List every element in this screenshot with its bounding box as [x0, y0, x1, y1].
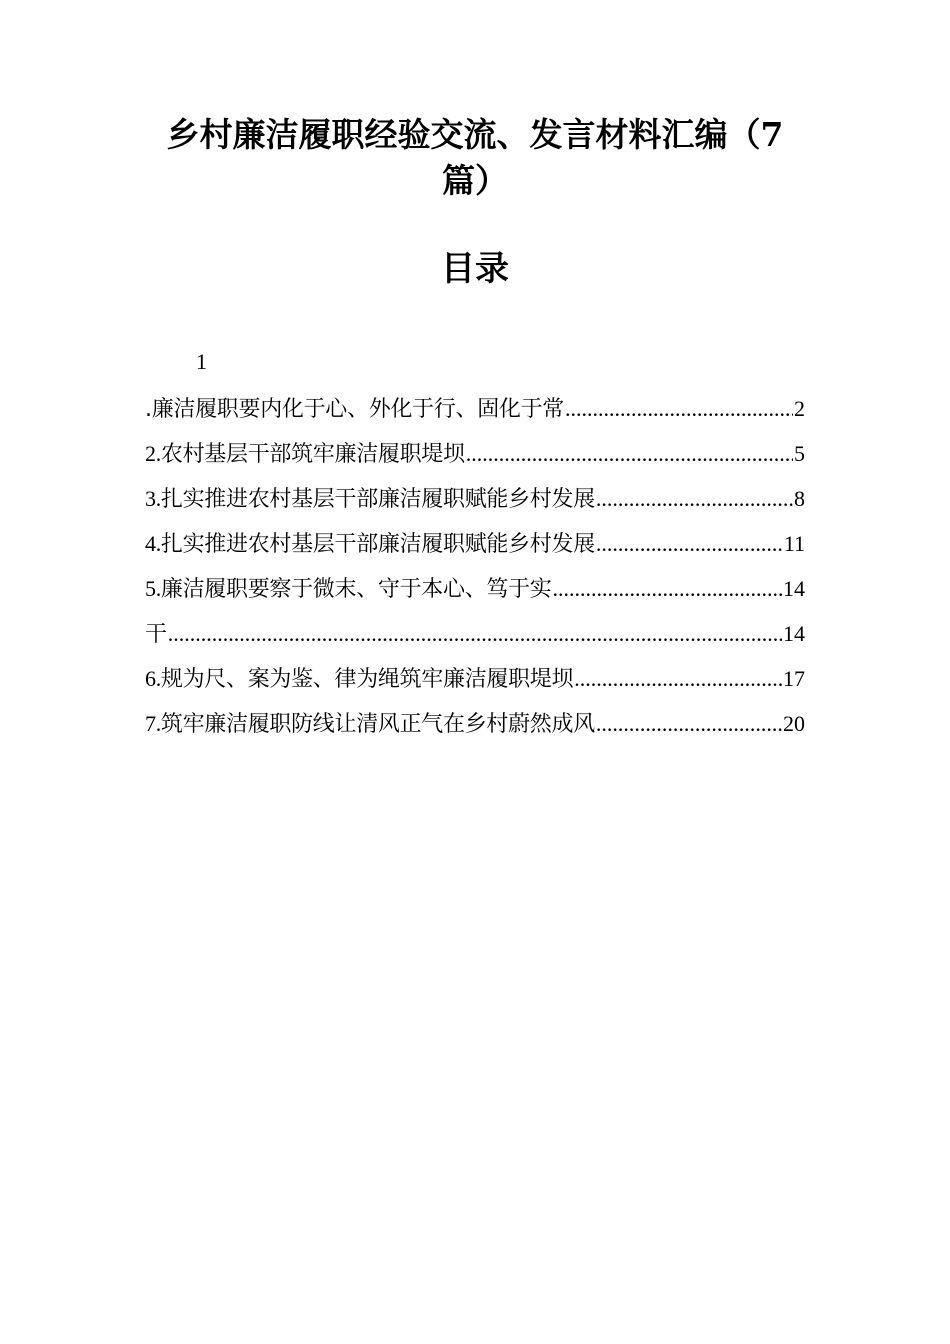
toc-entry[interactable] [145, 701, 805, 746]
toc-entry-number: 4. [145, 531, 161, 556]
toc-entry-page: 17 [783, 666, 805, 691]
toc-entry-number: 5. [145, 576, 161, 601]
toc-entry[interactable] [145, 386, 805, 431]
toc-dot-leader [553, 566, 782, 611]
toc-entry-page: 14 [783, 576, 805, 601]
toc-entry-number: 7. [145, 711, 161, 736]
toc-entry[interactable] [145, 656, 805, 701]
toc-entry-page: 20 [783, 711, 805, 736]
toc-entry[interactable] [145, 566, 805, 611]
toc-dot-leader [596, 521, 783, 566]
toc-entry-title [145, 611, 167, 657]
toc-entry[interactable] [145, 476, 805, 521]
toc-entry-number: 3. [145, 486, 161, 511]
toc-dot-leader [596, 476, 793, 521]
toc-entry-title [145, 656, 573, 702]
toc-entry-title [145, 386, 564, 432]
toc-entry-text: 扎实推进农村基层干部廉洁履职赋能乡村发展 [160, 532, 595, 557]
toc-entry-page: 2 [794, 396, 805, 421]
toc-entry-text: 筑牢廉洁履职防线让清风正气在乡村蔚然成风 [160, 712, 595, 737]
toc-entry-page: 11 [783, 531, 805, 556]
toc-entry-title [145, 566, 552, 612]
toc-entry-text: 干 [145, 622, 167, 647]
toc-entry[interactable] [145, 611, 805, 656]
toc-heading: 目录 [441, 249, 509, 289]
toc-dot-leader [565, 386, 793, 431]
toc-lead-number: 1 [196, 349, 207, 374]
toc-entry-text: 规为尺、案为鉴、律为绳筑牢廉洁履职堤坝 [160, 667, 574, 692]
toc-entry-title [145, 476, 595, 522]
toc-dot-leader [574, 656, 782, 701]
toc-entry-title [145, 521, 595, 567]
toc-entry-text: 廉洁履职要察于微末、守于本心、笃于实 [160, 577, 552, 602]
toc-dot-leader [466, 431, 793, 476]
toc-entry-page: 8 [794, 486, 805, 511]
toc-entry-title [145, 431, 465, 477]
toc-entry-number: 2. [145, 441, 161, 466]
toc-dot-leader [168, 611, 782, 656]
document-title: 乡村廉洁履职经验交流、发言材料汇编（7篇） [166, 115, 784, 200]
toc-entry-title [145, 701, 595, 747]
table-of-contents [145, 386, 805, 746]
toc-entry-text: 扎实推进农村基层干部廉洁履职赋能乡村发展 [160, 487, 595, 512]
toc-entry-number: 6. [145, 666, 161, 691]
toc-dot-leader [596, 701, 782, 746]
toc-entry-page: 5 [794, 441, 805, 466]
toc-entry[interactable] [145, 431, 805, 476]
toc-entry[interactable] [145, 521, 805, 566]
toc-entry-page: 14 [783, 621, 805, 646]
toc-entry-text: 农村基层干部筑牢廉洁履职堤坝 [160, 442, 465, 467]
toc-entry-text: .廉洁履职要内化于心、外化于行、固化于常 [145, 397, 564, 422]
